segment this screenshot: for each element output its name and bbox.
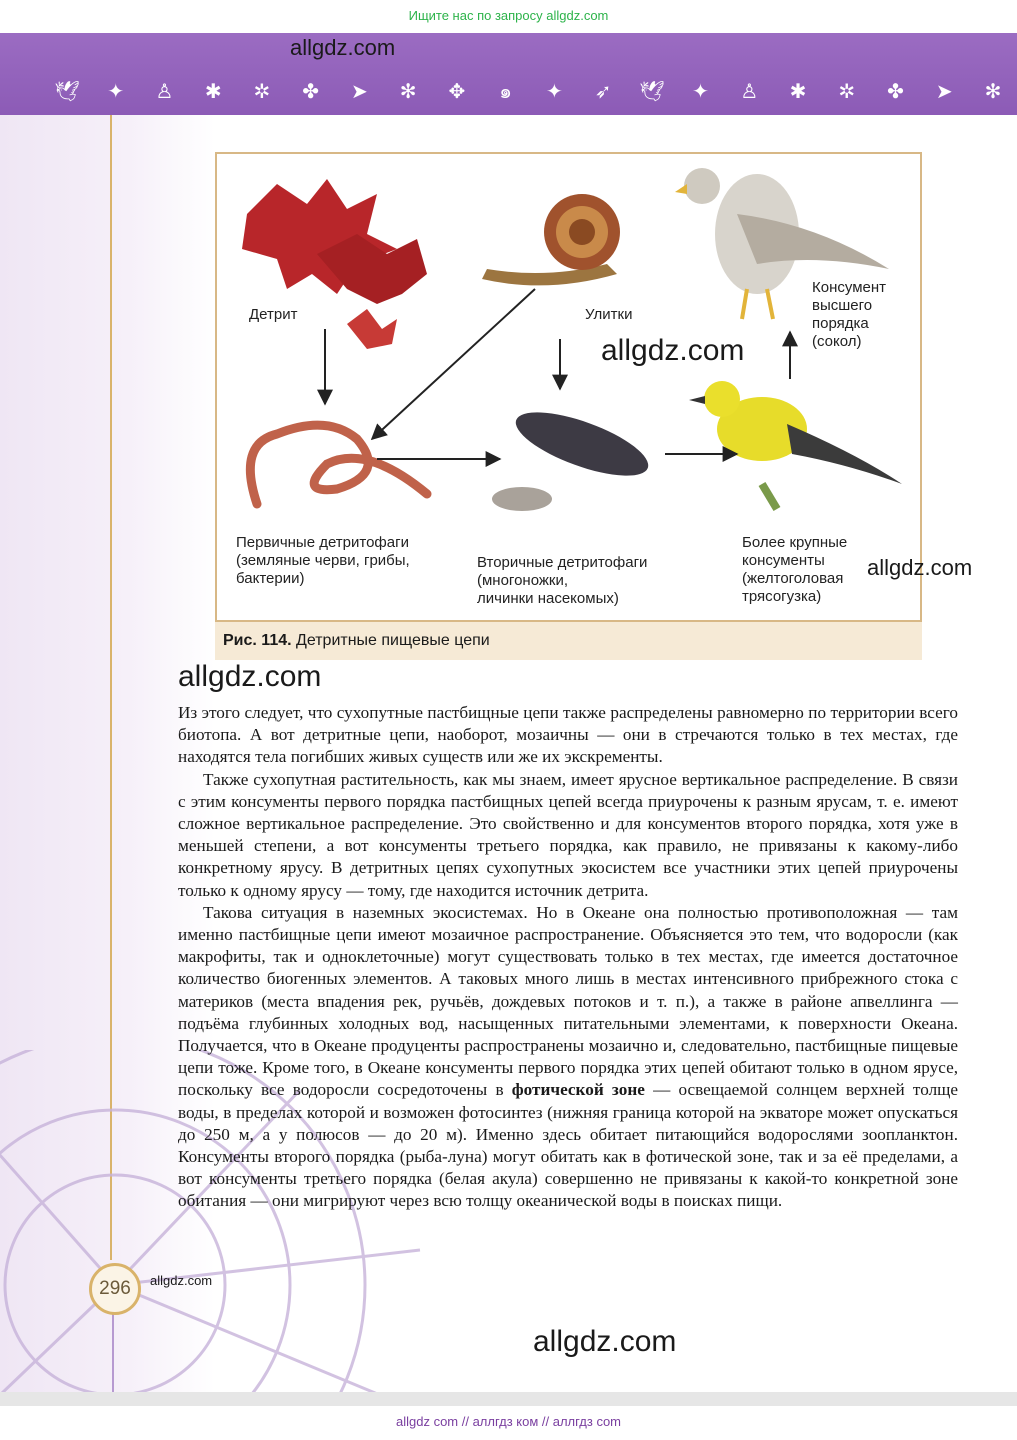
boar-icon: ✦ [545,79,563,103]
label-detritus: Детрит [249,306,298,323]
label-top-consumer: Консумент высшего порядка (сокол) [812,279,887,350]
bird-icon: 🕊 [54,79,80,103]
paragraph-1: Из этого следует, что сухопутные пастбищные цепи также распределены равномерно по территории всего биотопа. А вот детритные цепи, наоборот, мозаичны — они в стречаются только в тех местах, где находятся тела погибших живых существ или же их экскременты. [178,703,958,767]
duck-icon: ➤ [351,79,368,103]
duck-icon: ➤ [935,79,953,103]
beetle-icon: ✲ [838,79,856,103]
bison-icon: ✥ [448,79,466,103]
bird-icon: 🕊 [639,79,665,103]
deer-icon: ✦ [107,79,125,103]
bottom-strip [0,1392,1017,1406]
snail-image [482,194,620,285]
top-banner[interactable]: Ищите нас по запросу allgdz.com [0,0,1017,32]
animal-icon-row [50,77,1010,105]
butterfly-icon: ✻ [399,79,417,103]
footer-links[interactable]: allgdz com // аллгдз ком // аллгдз com [395,1414,622,1429]
figure-frame [215,152,922,622]
body-watermark: allgdz.com [178,660,322,693]
kangaroo-icon: ✤ [887,79,904,103]
page-watermark: allgdz.com [150,1273,213,1288]
figure-watermark-center: allgdz.com [601,334,745,367]
stork-icon: ♙ [155,79,174,103]
term-photic-zone: фотической зоне [511,1080,645,1100]
insect-icon: ✱ [789,79,807,103]
label-primary-detritivores: Первичные детритофаги (земляные черви, грибы, бактерии) [236,534,410,587]
caption-number: Рис. 114. [223,632,292,649]
header-watermark: allgdz.com [290,35,396,60]
butterfly-icon: ✻ [984,79,1002,103]
paragraph-3-part-b: — освещаемой солнцем верхней толще воды, в пределах которой и возможен фотосинтез (нижняя граница которой на экваторе может опускаться до 250 м, а у полюсов — до 20 м). Именно здесь обитает питающийся водорослями зоопланктон. Консументы второго порядка (рыба-луна) могут обитать как в фотической зоне, так и за её пределами, а вот консументы третьего порядка (белая акула) совершенно не привязаны к какой-то конкретной зоне обитания — они мигрируют через всю толщу океанической воды в поисках пищи. [178,1080,959,1211]
label-snails: Улитки [585,306,633,323]
caption-text: Детритные пищевые цепи [296,632,490,649]
paragraph-3-part-a: Такова ситуация в наземных экосистемах. Но в Океане она полностью противоположная — там именно пастбищные цепи имеют мозаичное распространение. Объясняется это тем, что водоросли (как макрофиты, так и одноклеточные) могут существовать только в тех местах, где имеется достаточное количество биогенных элементов. А таковых много лишь в местах интенсивного прибрежного стока с материков (места впадения рек, ручьёв, дождевых потоков и т. п.), а также в районе апвеллинга — подъёма глубинных холодных вод, насыщенных питательными элементами, к поверхности Океана. Получается, что в Океане продуценты распространены мозаично и, следовательно, пастбищные пищевые цепи тоже. Кроме того, в Океане консументы первого порядка этих цепей обитают только в одном ярусе, поскольку все водоросли сосредоточены в [178,902,958,1100]
label-secondary-detritivores: Вторичные детритофаги (многоножки, личинки насекомых) [477,554,648,607]
earthworm-image [250,425,427,504]
snail-icon: ๑ [499,79,512,103]
beetle-icon: ✲ [253,79,271,103]
insect-larva-image [492,399,655,511]
arrow-snail-to-worm [372,289,535,439]
insect-icon: ✱ [204,79,222,103]
figure-caption [215,622,922,660]
label-larger-consumers: Более крупные консументы (желтоголовая трясогузка) [742,534,848,605]
paragraph-2: Также сухопутная растительность, как мы знаем, имеет ярусное вертикальное распределение. В связи с этим консументы первого порядка пастбищных цепей всегда приурочены к разным ярусам, т. е. имеют сложное вертикальное распределение. Это свойственно и для консументов второго порядка, хотя уже в меньшей степени, а вот консументы третьего порядка, как правило, не привязаны к какому-либо конкретному ярусу. В детритных цепях сухопутных экосистем все участники этих цепей приурочены только к одному ярусу — тому, где находится источник детрита. [178,769,958,900]
paragraph-3 [178,902,958,1213]
stork-icon: ♙ [740,79,759,103]
wagtail-image [689,381,902,509]
page-number: 296 [89,1263,141,1315]
bottom-watermark: allgdz.com [533,1325,677,1358]
deer-icon: ✦ [692,79,709,103]
header-band [0,33,1017,115]
kangaroo-icon: ✤ [302,79,320,103]
main-text [178,702,958,1213]
figure-watermark-right: allgdz.com [867,555,973,580]
swallow-icon: ➶ [594,79,612,103]
